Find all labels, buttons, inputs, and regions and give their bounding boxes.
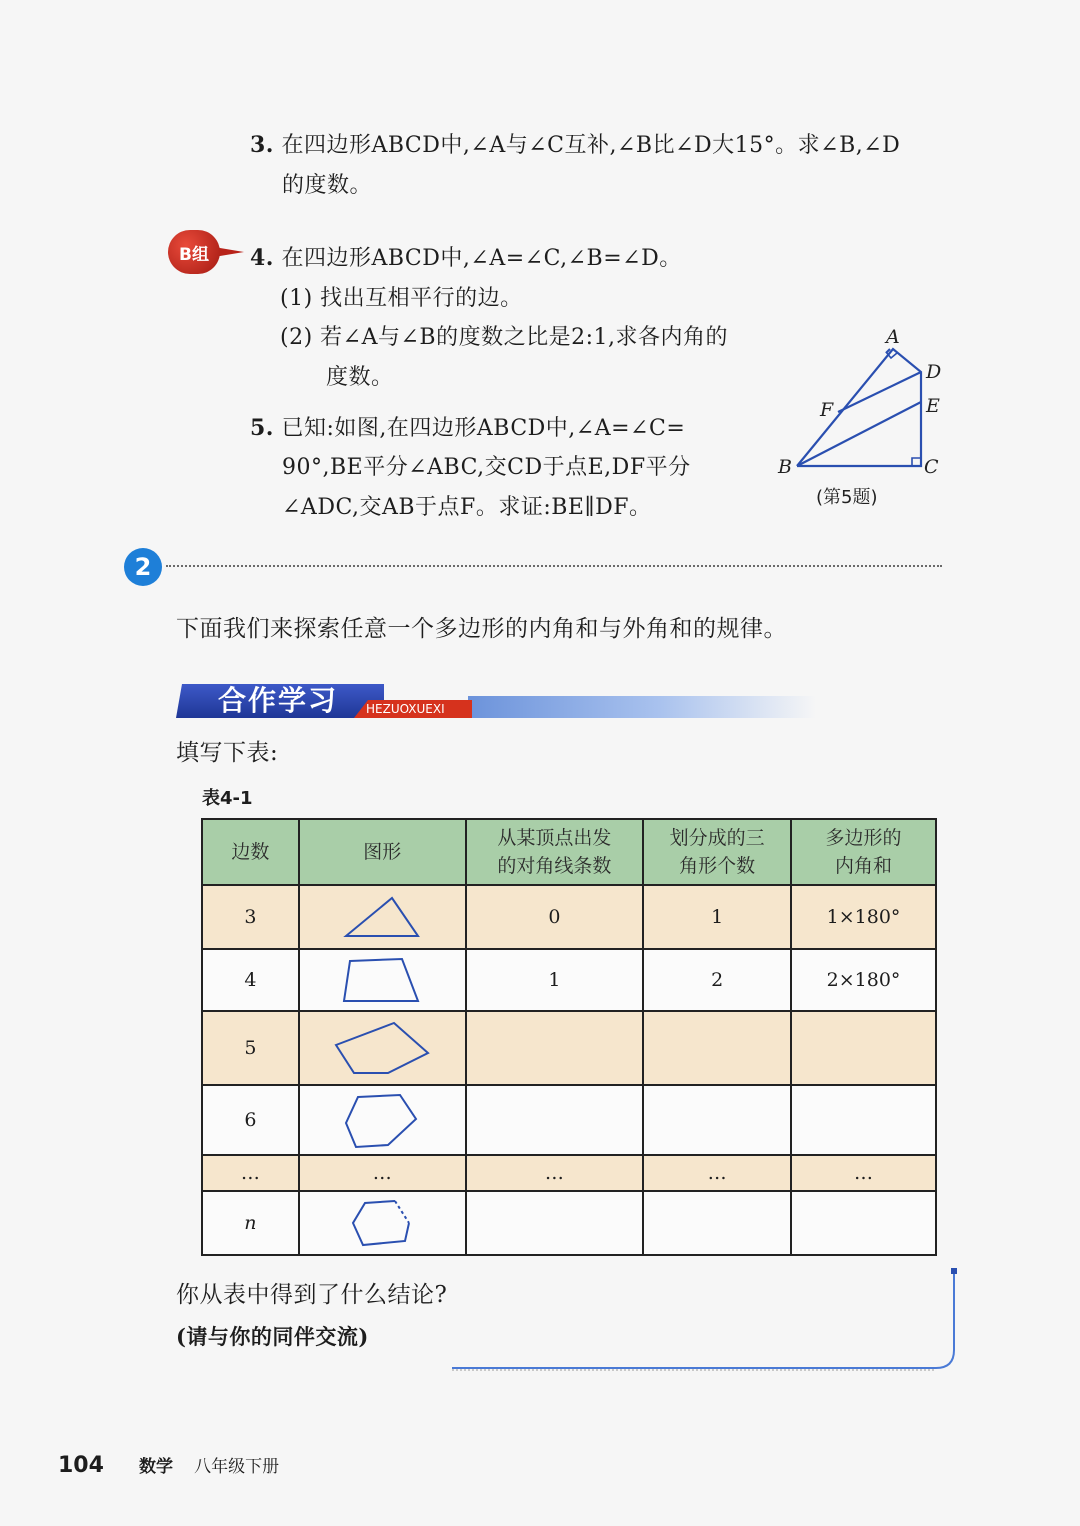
problem-4-sub2: (2) 若∠A与∠B的度数之比是2:1,求各内角的	[280, 325, 728, 350]
cell-angle-sum[interactable]	[791, 1191, 936, 1255]
cell-sides: n	[202, 1191, 299, 1255]
cell-triangles[interactable]	[643, 1191, 791, 1255]
cell-triangles[interactable]	[643, 1011, 791, 1085]
cell-angle-sum[interactable]	[791, 1011, 936, 1085]
problem-4-sub2-line2: 度数。	[326, 365, 394, 390]
label-f: F	[820, 399, 834, 421]
cell-sides: 5	[202, 1011, 299, 1085]
cell-diagonals[interactable]	[466, 1191, 643, 1255]
figure-caption: (第5题)	[816, 487, 878, 508]
cell-angle-sum[interactable]	[791, 1085, 936, 1155]
problem-4	[250, 243, 682, 274]
header-triangles-text: 划分成的三 角形个数	[669, 827, 765, 877]
cell-angle-sum[interactable]: 2×180°	[791, 949, 936, 1011]
table-row	[202, 885, 936, 949]
header-diagonals	[466, 819, 643, 885]
cell-shape	[299, 949, 466, 1011]
cell-diagonals[interactable]	[466, 1011, 643, 1085]
subject-name: 数学	[139, 1457, 174, 1477]
problem-3-line2: 的度数。	[282, 173, 373, 198]
conclusion-note: (请与你的同伴交流)	[176, 1324, 369, 1349]
page-footer	[58, 1452, 279, 1478]
problem-5-line2: 90°,BE平分∠ABC,交CD于点E,DF平分	[282, 455, 691, 480]
cell-sides: …	[202, 1155, 299, 1191]
polygon-angle-table	[201, 818, 937, 1256]
cooperative-learning-banner	[176, 684, 816, 718]
problem-text: 在四边形ABCD中,∠A与∠C互补,∠B比∠D大15°。求∠B,∠D	[281, 133, 901, 158]
header-triangles	[643, 819, 791, 885]
activity-instruction: 填写下表:	[176, 740, 279, 766]
table-label: 表4-1	[202, 788, 253, 809]
cell-shape	[299, 1011, 466, 1085]
problem-5-figure	[770, 320, 950, 520]
cell-triangles: …	[643, 1155, 791, 1191]
cell-angle-sum[interactable]: 1×180°	[791, 885, 936, 949]
cell-shape: …	[299, 1155, 466, 1191]
table-row	[202, 949, 936, 1011]
banner-title: 合作学习	[218, 684, 339, 717]
header-angle-sum-text: 多边形的 内角和	[825, 827, 902, 877]
label-a: A	[886, 326, 900, 348]
cell-diagonals[interactable]: 1	[466, 949, 643, 1011]
label-b: B	[778, 456, 792, 478]
header-shape: 图形	[299, 819, 466, 885]
header-sides: 边数	[202, 819, 299, 885]
cell-triangles[interactable]	[643, 1085, 791, 1155]
banner-pinyin: HEZUOXUEXI	[366, 702, 445, 716]
quadrilateral-shape-icon	[342, 955, 422, 1005]
cell-angle-sum: …	[791, 1155, 936, 1191]
label-e: E	[926, 395, 940, 417]
n-gon-shape-icon	[351, 1197, 413, 1249]
table-row	[202, 1191, 936, 1255]
cell-triangles[interactable]: 2	[643, 949, 791, 1011]
problem-number: 5.	[250, 415, 274, 441]
label-d: D	[926, 361, 942, 383]
cell-triangles[interactable]: 1	[643, 885, 791, 949]
triangle-shape-icon	[342, 892, 422, 942]
pentagon-shape-icon	[332, 1019, 432, 1077]
problem-text: 在四边形ABCD中,∠A=∠C,∠B=∠D。	[281, 246, 682, 271]
header-angle-sum	[791, 819, 936, 885]
section-divider	[166, 565, 942, 567]
table-row-ellipsis	[202, 1155, 936, 1191]
label-c: C	[924, 456, 939, 478]
grade-name: 八年级下册	[194, 1457, 280, 1477]
cell-diagonals[interactable]: 0	[466, 885, 643, 949]
table-row	[202, 1085, 936, 1155]
section-intro: 下面我们来探索任意一个多边形的内角和与外角和的规律。	[176, 616, 787, 642]
b-group-label: B组	[168, 230, 220, 274]
cell-diagonals: …	[466, 1155, 643, 1191]
cell-shape	[299, 1085, 466, 1155]
problem-number: 4.	[250, 245, 274, 271]
cell-diagonals[interactable]	[466, 1085, 643, 1155]
cell-sides: 4	[202, 949, 299, 1011]
problem-number: 3.	[250, 132, 274, 158]
table-header-row	[202, 819, 936, 885]
discussion-bracket	[450, 1266, 960, 1376]
page-number: 104	[58, 1453, 104, 1478]
header-diagonals-text: 从某顶点出发 的对角线条数	[497, 827, 612, 877]
problem-3	[250, 130, 900, 161]
problem-4-sub1: (1) 找出互相平行的边。	[280, 286, 523, 311]
problem-5	[250, 413, 685, 444]
section-number-badge: 2	[124, 548, 162, 586]
cell-shape	[299, 885, 466, 949]
hexagon-shape-icon	[344, 1091, 420, 1149]
cell-sides: 6	[202, 1085, 299, 1155]
table-row	[202, 1011, 936, 1085]
cell-shape	[299, 1191, 466, 1255]
cell-sides: 3	[202, 885, 299, 949]
b-group-badge	[168, 230, 248, 274]
problem-text: 已知:如图,在四边形ABCD中,∠A=∠C=	[281, 416, 686, 441]
conclusion-question: 你从表中得到了什么结论?	[176, 1282, 448, 1308]
problem-5-line3: ∠ADC,交AB于点F。求证:BE∥DF。	[282, 495, 652, 520]
